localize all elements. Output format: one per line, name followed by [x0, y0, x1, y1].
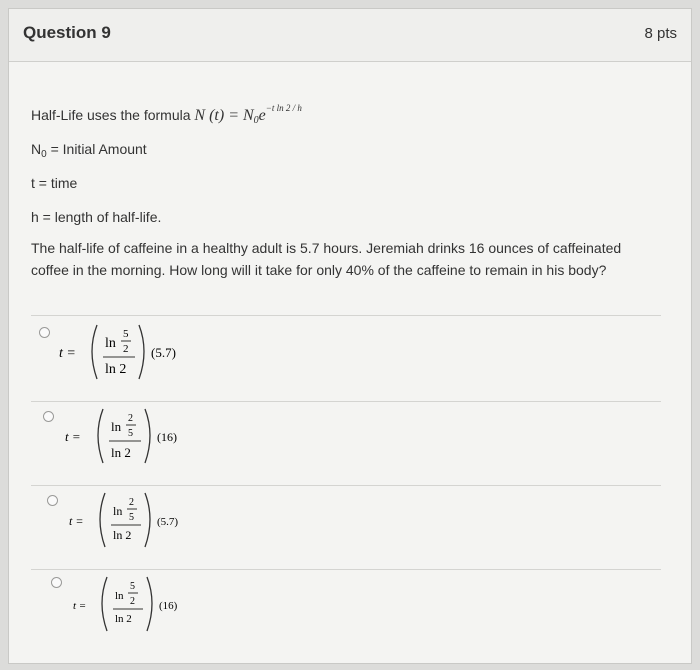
def-text: = Initial Amount	[46, 141, 147, 157]
opt-frac-num: 5	[123, 328, 129, 340]
opt-ln: ln	[111, 419, 122, 434]
opt-factor: (5.7)	[151, 345, 176, 360]
question-points: 8 pts	[644, 25, 677, 42]
intro-text: Half-Life uses the formula	[31, 107, 191, 123]
option-4-expression[interactable]	[67, 571, 227, 635]
opt-denom: ln 2	[105, 362, 127, 377]
opt-factor: (16)	[157, 430, 177, 444]
right-paren	[145, 493, 150, 547]
option-4-radio[interactable]	[51, 577, 62, 588]
formula-lhs: N (t) = N	[194, 107, 254, 124]
option-2-radio[interactable]	[43, 411, 54, 422]
question-card	[8, 8, 692, 664]
left-paren	[102, 577, 107, 631]
opt-factor: (5.7)	[157, 516, 179, 528]
right-paren	[147, 577, 152, 631]
formula-exponent: −t ln 2 / h	[265, 103, 302, 113]
opt-prefix: t =	[69, 514, 84, 528]
opt-frac-den: 5	[129, 512, 134, 523]
opt-frac-num: 2	[128, 413, 133, 424]
definition-t	[31, 175, 77, 191]
problem-text: The half-life of caffeine in a healthy adult is 5.7 hours. Jeremiah drinks 16 ounces of caffeinated coffee in the morning. How long will it take for only 40% of the caffeine to remain in his body?	[31, 240, 622, 278]
def-label: N	[31, 141, 42, 157]
def-label: h	[31, 209, 39, 225]
opt-prefix: t =	[73, 600, 87, 612]
opt-frac-den: 5	[128, 428, 133, 439]
opt-prefix: t =	[59, 346, 76, 361]
opt-denom: ln 2	[111, 445, 131, 460]
opt-frac-num: 2	[129, 497, 134, 508]
option-2-expression[interactable]	[61, 405, 221, 469]
formula-sub: 0	[253, 115, 259, 126]
right-paren	[139, 325, 144, 379]
formula-line	[31, 103, 302, 126]
option-1-radio[interactable]	[39, 327, 50, 338]
divider	[31, 401, 661, 402]
divider	[31, 569, 661, 570]
opt-frac-den: 2	[130, 596, 135, 607]
option-4-math	[67, 571, 227, 635]
question-header	[9, 9, 691, 62]
opt-factor: (16)	[159, 600, 178, 612]
def-sub: 0	[41, 149, 47, 160]
definition-n0	[31, 141, 147, 160]
formula-e: e	[258, 107, 266, 124]
half-life-formula	[194, 103, 302, 126]
opt-frac-den: 2	[123, 343, 129, 355]
def-text: = time	[34, 175, 78, 191]
def-label: t	[31, 175, 35, 191]
option-3-math	[65, 489, 225, 553]
opt-denom: ln 2	[113, 528, 132, 542]
divider	[31, 485, 661, 486]
opt-denom: ln 2	[115, 613, 132, 625]
opt-ln: ln	[105, 336, 116, 351]
opt-ln: ln	[115, 590, 124, 602]
right-paren	[145, 409, 150, 463]
opt-ln: ln	[113, 504, 123, 518]
option-1-math	[55, 321, 215, 385]
opt-prefix: t =	[65, 429, 81, 444]
divider	[31, 315, 661, 316]
question-title: Question 9	[23, 23, 111, 42]
option-1-expression[interactable]	[55, 321, 215, 385]
option-3-expression[interactable]	[65, 489, 225, 553]
def-text: = length of half-life.	[38, 209, 162, 225]
definition-h	[31, 209, 161, 225]
option-3-radio[interactable]	[47, 495, 58, 506]
left-paren	[92, 325, 97, 379]
option-2-math	[61, 405, 221, 469]
left-paren	[98, 409, 103, 463]
left-paren	[100, 493, 105, 547]
opt-frac-num: 5	[130, 581, 135, 592]
